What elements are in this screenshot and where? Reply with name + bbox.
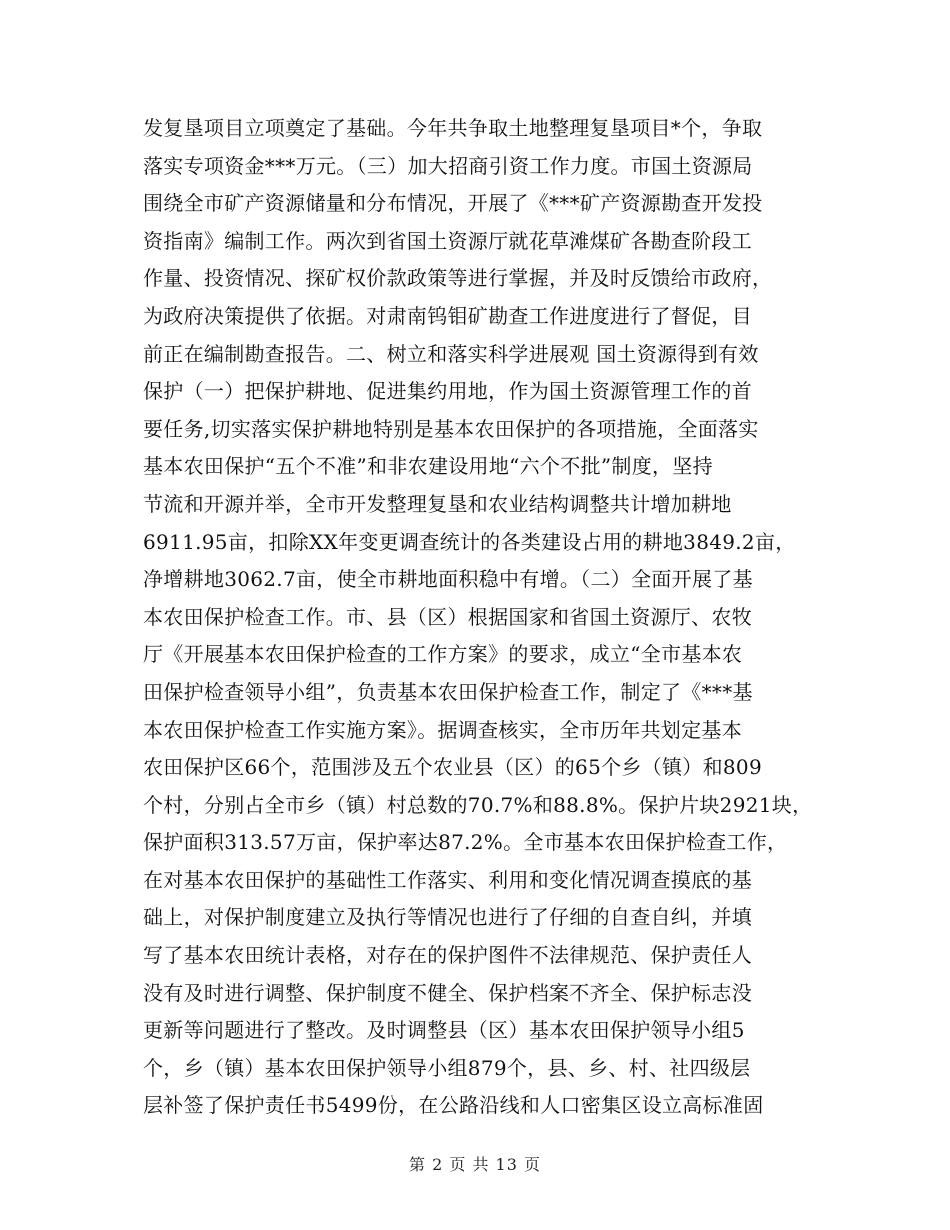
text-line: 写了基本农田统计表格，对存在的保护图件不法律规范、保护责任人 [143,943,752,968]
body-text [143,110,813,1125]
text-line: 本农田保护检查工作。市、县（区）根据国家和省国土资源厅、农牧 [143,604,752,629]
text-line: 6911.95亩，扣除XX年变更调查统计的各类建设占用的耕地3849.2亩， [143,529,796,554]
text-line: 本农田保护检查工作实施方案》。据调查核实，全市历年共划定基本 [143,717,742,742]
text-line: 在对基本农田保护的基础性工作落实、利用和变化情况调查摸底的基 [143,867,752,892]
text-line: 基本农田保护“五个不准”和非农建设用地“六个不批”制度，坚持 [143,454,713,479]
text-line: 围绕全市矿产资源储量和分布情况，开展了《***矿产资源勘查开发投 [143,191,763,216]
text-line: 作量、投资情况、探矿权价款政策等进行掌握，并及时反馈给市政府， [143,266,773,291]
text-line: 个村，分别占全市乡（镇）村总数的70.7%和88.8%。保护片块2921块， [143,792,813,817]
text-line: 保护（一）把保护耕地、促进集约用地，作为国土资源管理工作的首 [143,379,752,404]
page-number-footer: 第 2 页 共 13 页 [409,1155,541,1174]
text-line: 田保护检查领导小组”，负责基本农田保护检查工作，制定了《***基 [143,679,753,704]
text-line: 更新等问题进行了整改。及时调整县（区）基本农田保护领导小组5 [143,1018,745,1043]
text-line: 为政府决策提供了依据。对肃南钨钼矿勘查工作进度进行了督促，目 [143,303,752,328]
text-line: 净增耕地3062.7亩，使全市耕地面积稳中有增。（二）全面开展了基 [143,567,753,592]
text-line: 层补签了保护责任书5499份，在公路沿线和人口密集区设立高标准固 [143,1093,764,1118]
text-line: 础上，对保护制度建立及执行等情况也进行了仔细的自查自纠，并填 [143,905,752,930]
text-line: 落实专项资金***万元。（三）加大招商引资工作力度。市国土资源局 [143,153,753,178]
text-line: 农田保护区66个，范围涉及五个农业县（区）的65个乡（镇）和809 [143,755,762,780]
text-line: 厅《开展基本农田保护检查的工作方案》的要求，成立“全市基本农 [143,642,743,667]
text-line: 要任务,切实落实保护耕地特别是基本农田保护的各项措施，全面落实 [143,416,759,441]
text-line: 保护面积313.57万亩，保护率达87.2%。全市基本农田保护检查工作， [143,830,788,855]
text-line: 个，乡（镇）基本农田保护领导小组879个，县、乡、村、社四级层 [143,1055,751,1080]
text-line: 没有及时进行调整、保护制度不健全、保护档案不齐全、保护标志没 [143,980,752,1005]
text-line: 资指南》编制工作。两次到省国土资源厅就花草滩煤矿各勘查阶段工 [143,228,752,253]
text-line: 发复垦项目立项奠定了基础。今年共争取土地整理复垦项目*个，争取 [143,116,763,140]
text-line: 节流和开源并举，全市开发整理复垦和农业结构调整共计增加耕地 [143,491,732,516]
text-line: 前正在编制勘查报告。二、树立和落实科学进展观 国土资源得到有效 [143,341,759,366]
